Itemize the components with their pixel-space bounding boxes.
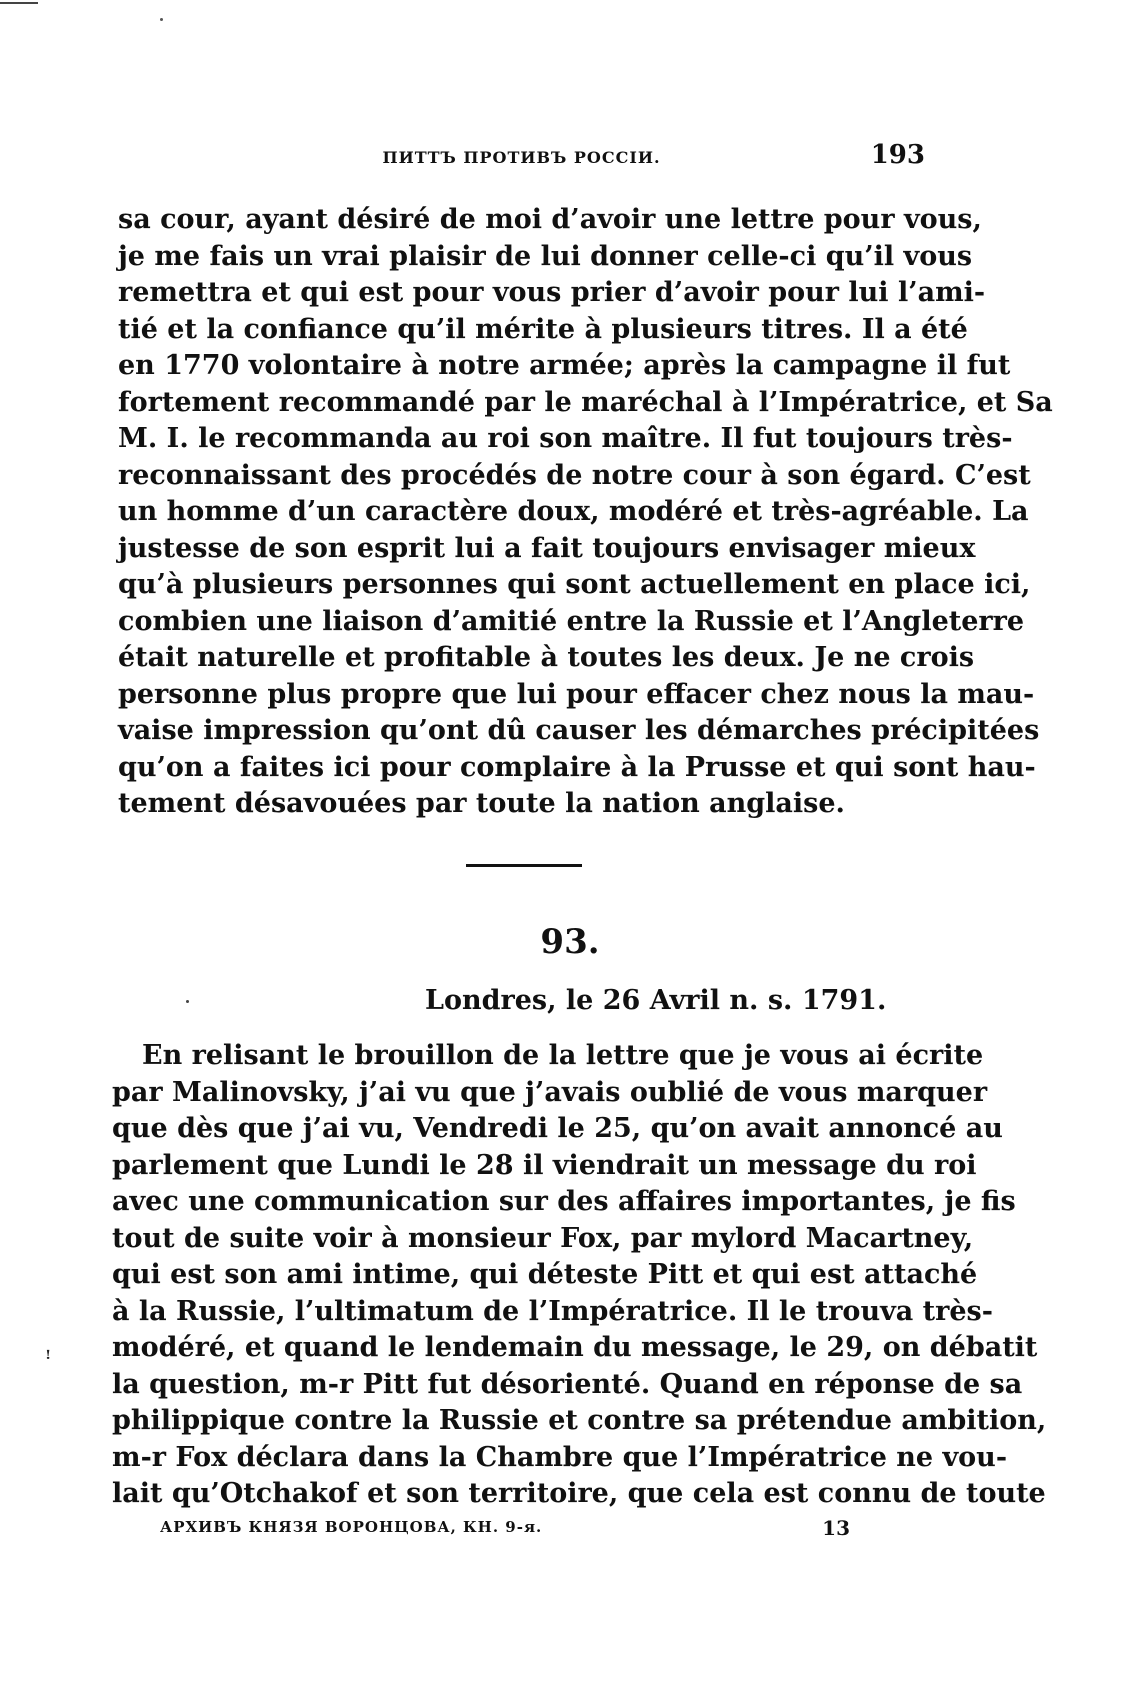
text-line: M. I. le recommanda au roi son maître. Il fut toujours très- — [118, 423, 1013, 454]
text-line: fortement recommandé par le maréchal à l’Impératrice, et Sa — [118, 386, 1053, 418]
letter-dateline: Londres, le 26 Avril n. s. 1791. — [425, 985, 887, 1016]
text-line: qu’on a faites ici pour complaire à la Prusse et qui sont hau- — [118, 751, 1036, 783]
text-line: En relisant le brouillon de la lettre que je vous ai écrite — [142, 1040, 984, 1071]
text-line: que dès que j’ai vu, Vendredi le 25, qu’on avait annoncé au — [112, 1113, 1003, 1144]
text-line: m-r Fox déclara dans la Chambre que l’Impératrice ne vou- — [112, 1441, 1008, 1473]
running-title: ПИТТЪ ПРОТИВЪ РОССІИ. — [382, 148, 661, 167]
scan-artifact-line — [0, 2, 38, 4]
text-line: par Malinovsky, j’ai vu que j’avais oublié de vous marquer — [112, 1076, 988, 1108]
signature-line: АРХИВЪ КНЯЗЯ ВОРОНЦОВА, КН. 9-я. — [160, 1518, 543, 1536]
text-line: sa cour, ayant désiré de moi d’avoir une lettre pour vous, — [118, 204, 982, 235]
sheet-number: 13 — [822, 1516, 850, 1540]
text-line: reconnaissant des procédés de notre cour à son égard. C’est — [118, 459, 1031, 491]
text-line: avec une communication sur des affaires importantes, je fis — [112, 1186, 1016, 1217]
page-footer — [160, 1518, 850, 1544]
text-line: remettra et qui est pour vous prier d’avoir pour lui l’ami- — [118, 277, 986, 308]
text-line: la question, m-r Pitt fut désorienté. Quand en réponse de sa — [112, 1368, 1023, 1400]
scan-artifact-dot — [186, 1000, 189, 1003]
paragraph-continuation — [118, 202, 1053, 823]
running-head — [118, 140, 925, 176]
text-line: un homme d’un caractère doux, modéré et très-agréable. La — [118, 496, 1029, 527]
text-line: était naturelle et profitable à toutes les deux. Je ne crois — [118, 642, 975, 673]
text-line: combien une liaison d’amitié entre la Russie et l’Angleterre — [118, 605, 1025, 637]
page-number: 193 — [870, 140, 925, 170]
text-line: tout de suite voir à monsieur Fox, par mylord Macartney, — [112, 1222, 974, 1254]
text-line: vaise impression qu’ont dû causer les démarches précipitées — [118, 715, 1040, 746]
text-line: justesse de son esprit lui a fait toujours envisager mieux — [118, 532, 976, 564]
letter-body — [112, 1038, 1047, 1513]
text-line: qu’à plusieurs personnes qui sont actuellement en place ici, — [118, 569, 1031, 600]
scan-artifact-dot — [160, 18, 163, 21]
text-line: lait qu’Otchakof et son territoire, que cela est connu de toute — [112, 1478, 1046, 1509]
letter-number: 93. — [540, 922, 600, 962]
text-line: à la Russie, l’ultimatum de l’Impératrice. Il le trouva très- — [112, 1295, 993, 1327]
text-line: philippique contre la Russie et contre sa prétendue ambition, — [112, 1405, 1047, 1436]
text-line: en 1770 volontaire à notre armée; après la campagne il fut — [118, 350, 1011, 381]
section-divider — [466, 864, 582, 867]
text-line: modéré, et quand le lendemain du message, le 29, on débatit — [112, 1332, 1038, 1363]
text-line: qui est son ami intime, qui déteste Pitt et qui est attaché — [112, 1259, 978, 1290]
text-line: tement désavouées par toute la nation anglaise. — [118, 788, 845, 819]
margin-annotation: ꜝ — [45, 1346, 52, 1372]
text-line: parlement que Lundi le 28 il viendrait un message du roi — [112, 1149, 977, 1181]
text-line: je me fais un vrai plaisir de lui donner celle-ci qu’il vous — [118, 240, 973, 272]
text-line: personne plus propre que lui pour effacer chez nous la mau- — [118, 678, 1035, 710]
text-line: tié et la confiance qu’il mérite à plusieurs titres. Il a été — [118, 313, 968, 345]
